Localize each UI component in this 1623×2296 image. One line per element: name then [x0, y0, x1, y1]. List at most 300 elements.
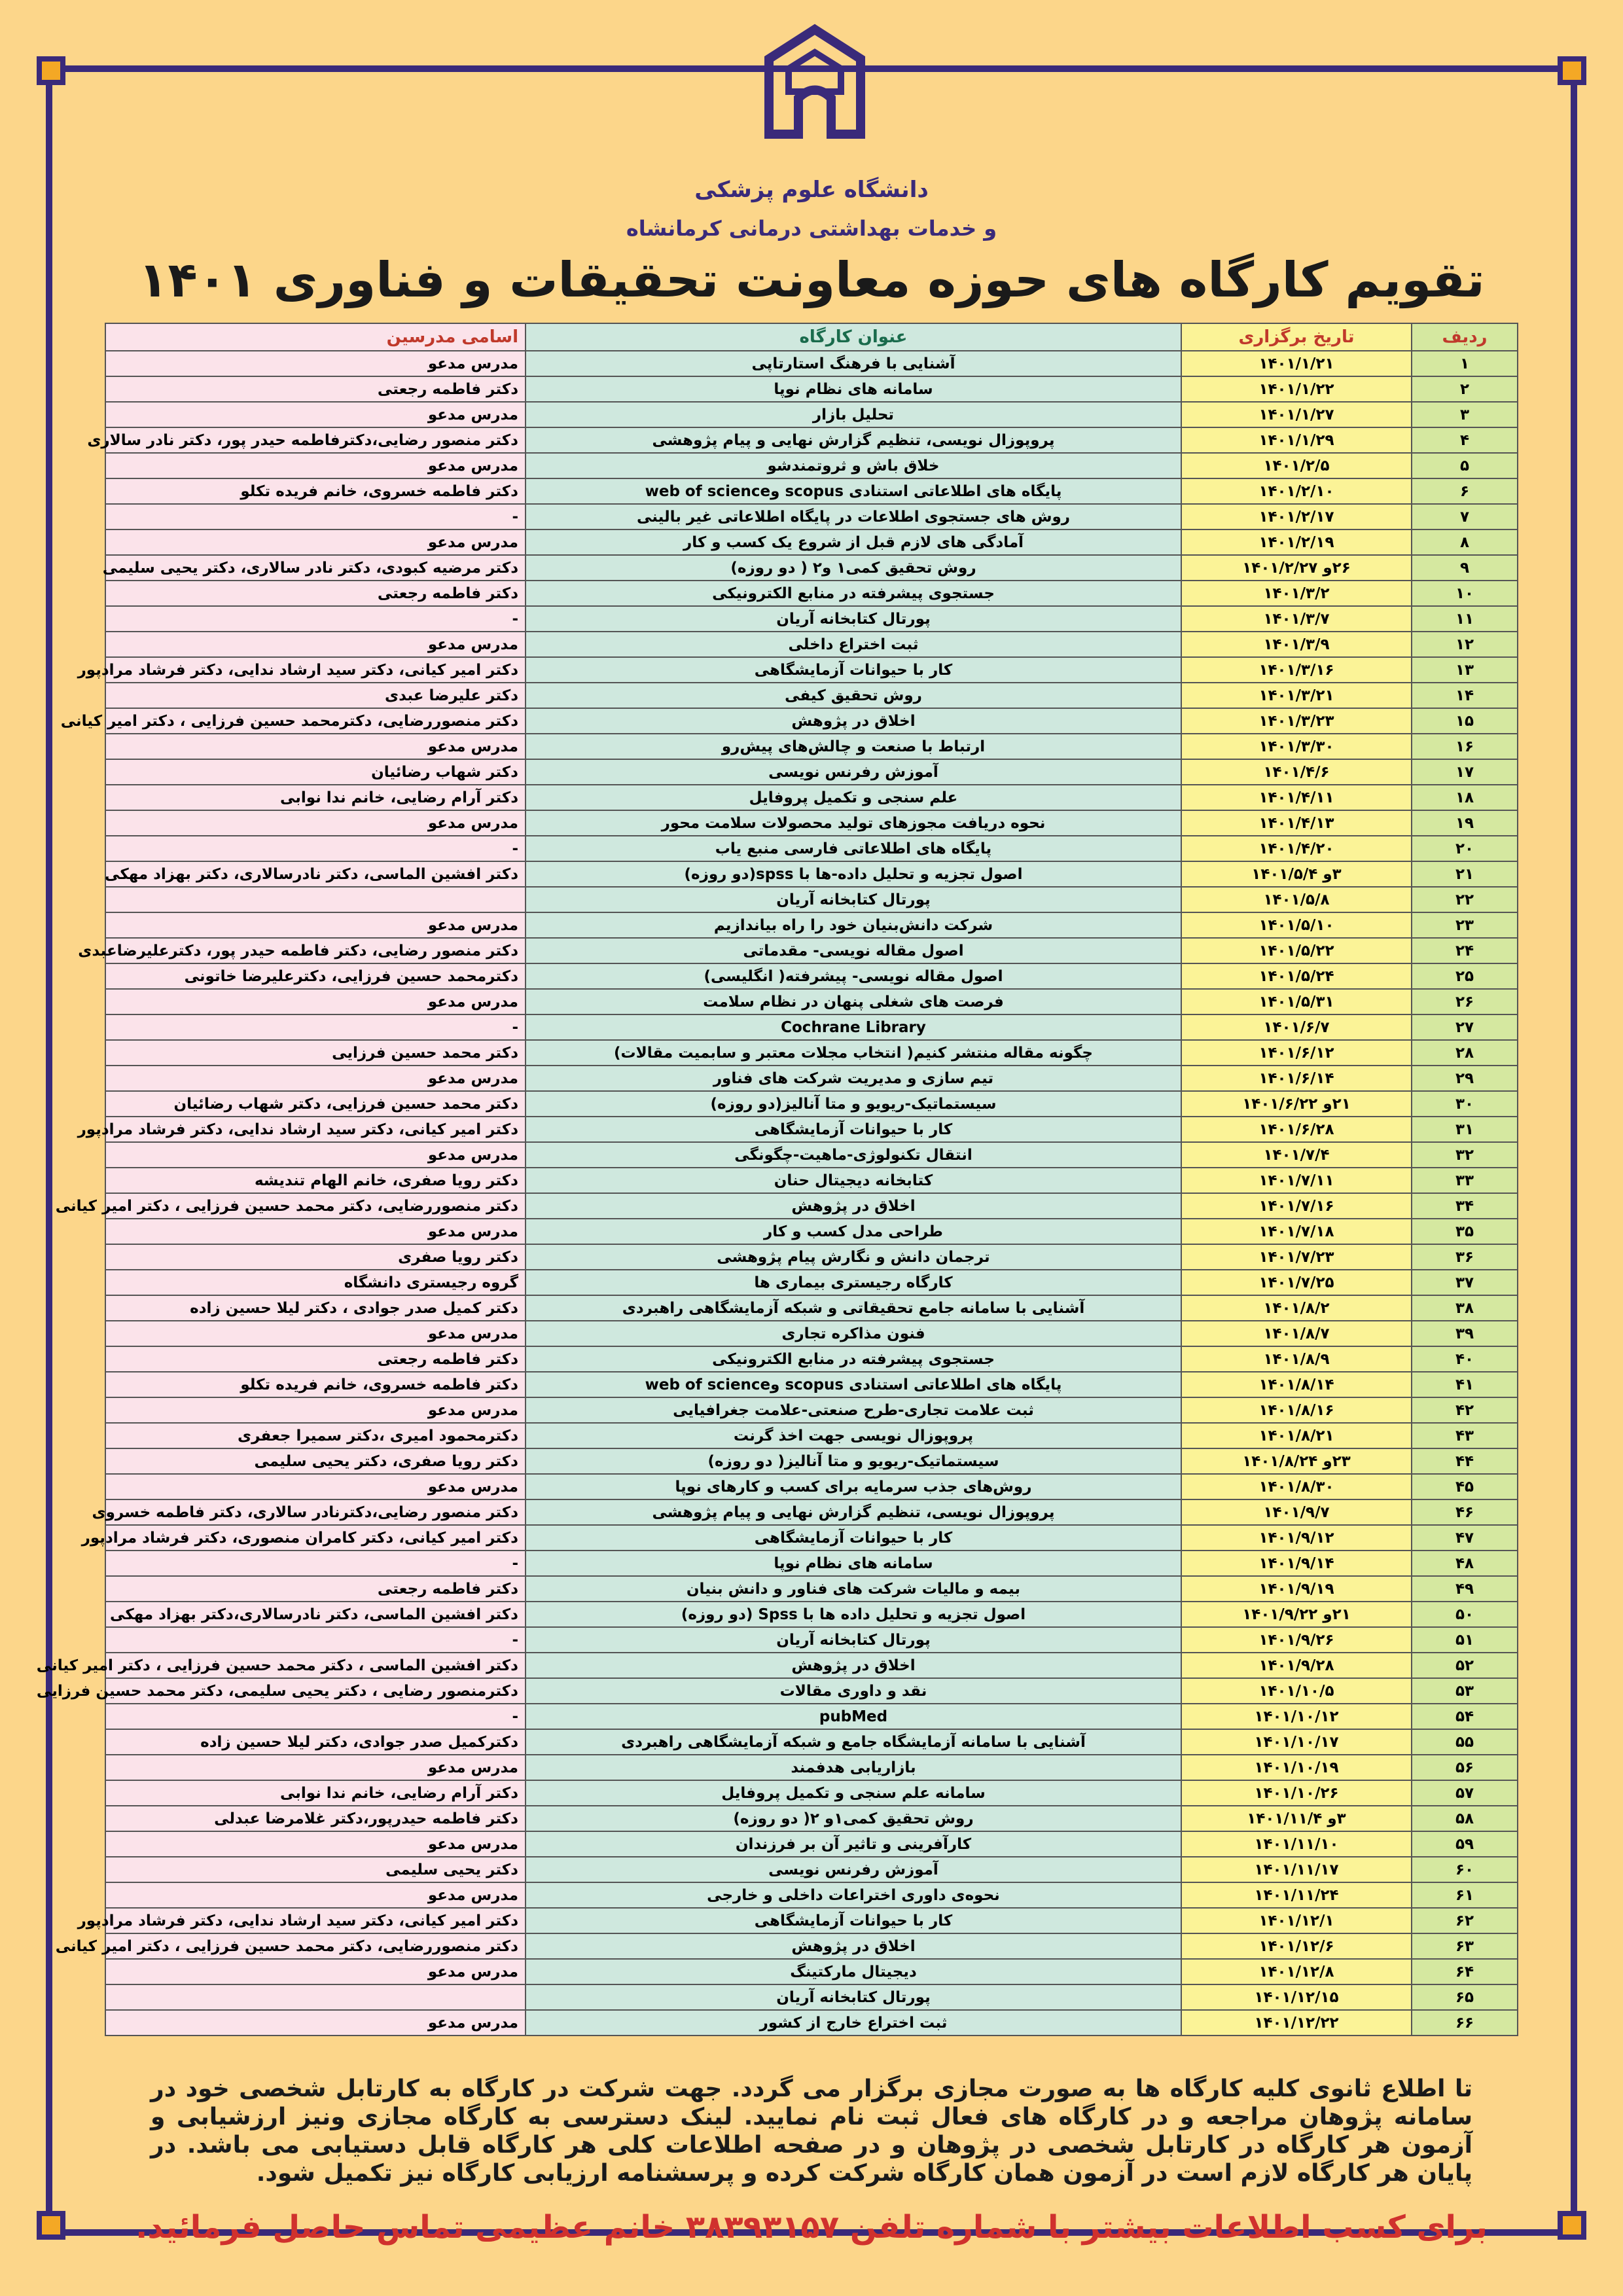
- workshop-title: فنون مذاکره تجاری: [526, 1321, 1181, 1346]
- row-number: ۲۴: [1412, 938, 1518, 963]
- workshop-instructors: دکتر منصور رضایی،دکترفاطمه حیدر پور، دکتر نادر سالاری: [105, 427, 526, 453]
- row-number: ۲۱: [1412, 861, 1518, 887]
- table-row: [105, 1806, 1518, 1831]
- workshop-date: ۱۴۰۱/۱۲/۲۲: [1181, 2010, 1412, 2036]
- table-row: [105, 1040, 1518, 1066]
- workshop-instructors: دکتر فاطمه خسروی، خانم فریده تکلو: [105, 1372, 526, 1397]
- table-row: [105, 1117, 1518, 1142]
- row-number: ۵: [1412, 453, 1518, 478]
- row-number: ۶۲: [1412, 1908, 1518, 1933]
- workshop-instructors: دکتر فاطمه رجعتی: [105, 1346, 526, 1372]
- table-row: [105, 861, 1518, 887]
- workshop-instructors: دکتر منصور رضایی،دکترنادر سالاری، دکتر فاطمه خسروی: [105, 1499, 526, 1525]
- workshop-instructors: مدرس مدعو: [105, 1321, 526, 1346]
- corner-ornament: [1558, 56, 1586, 85]
- workshop-date: ۱۴۰۱/۷/۴: [1181, 1142, 1412, 1168]
- table-row: [105, 1729, 1518, 1755]
- table-row: [105, 734, 1518, 759]
- workshop-date: ۱۴۰۱/۲/۱۷: [1181, 504, 1412, 529]
- workshop-date: ۳و ۱۴۰۱/۵/۴: [1181, 861, 1412, 887]
- workshop-title: پورتال کتابخانه آریان: [526, 887, 1181, 912]
- table-row: [105, 1908, 1518, 1933]
- header-title: عنوان کارگاه: [526, 323, 1181, 351]
- row-number: ۶۰: [1412, 1857, 1518, 1882]
- workshop-title: پورتال کتابخانه آریان: [526, 606, 1181, 632]
- workshop-instructors: -: [105, 836, 526, 861]
- row-number: ۲۲: [1412, 887, 1518, 912]
- workshop-date: ۱۴۰۱/۸/۹: [1181, 1346, 1412, 1372]
- workshop-title: جستجوی پیشرفته در منابع الکترونیکی: [526, 581, 1181, 606]
- row-number: ۱۸: [1412, 785, 1518, 810]
- workshop-title: اخلاق در پژوهش: [526, 1653, 1181, 1678]
- table-row: [105, 1193, 1518, 1219]
- workshop-instructors: دکتر محمد حسین فرزایی: [105, 1040, 526, 1066]
- workshop-title: روش های جستجوی اطلاعات در پایگاه اطلاعاتی غیر بالینی: [526, 504, 1181, 529]
- table-row: [105, 529, 1518, 555]
- workshop-title: پایگاه های اطلاعاتی استنادی scopus وweb of science: [526, 1372, 1181, 1397]
- row-number: ۱۳: [1412, 657, 1518, 683]
- row-number: ۱۵: [1412, 708, 1518, 734]
- table-header-row: [105, 323, 1518, 351]
- table-row: [105, 1984, 1518, 2010]
- table-row: [105, 1678, 1518, 1704]
- workshop-date: ۱۴۰۱/۶/۱۲: [1181, 1040, 1412, 1066]
- row-number: ۳: [1412, 402, 1518, 427]
- table-row: [105, 2010, 1518, 2036]
- row-number: ۲۶: [1412, 989, 1518, 1014]
- workshop-title: اخلاق در پژوهش: [526, 1193, 1181, 1219]
- table-row: [105, 963, 1518, 989]
- workshop-instructors: دکتر فاطمه رجعتی: [105, 581, 526, 606]
- workshop-title: سیستماتیک-ریویو و متا آنالیز( دو روزه): [526, 1448, 1181, 1474]
- footer-note: تا اطلاع ثانوی کلیه کارگاه ها به صورت مجازی برگزار می گردد. جهت شرکت در کارگاه به کارتابل شخصی خود در سامانه پژوهان مراجعه و در کارگاه های فعال ثبت نام نمایید. لینک دسترسی به کارگاه مجازی ونیز ارزشیابی و آزمون هر کارگاه در کارتابل شخصی در پژوهان و در صفحه اطلاعات کلی هر کارگاه قابل دستیابی می باشد. در پایان هر کارگاه لازم است در آزمون همان کارگاه شرکت کرده و پرسشنامه ارزیابی کارگاه نیز تکمیل شود.: [151, 2075, 1472, 2187]
- table-row: [105, 1423, 1518, 1448]
- table-row: [105, 1704, 1518, 1729]
- workshop-instructors: مدرس مدعو: [105, 529, 526, 555]
- workshop-date: ۱۴۰۱/۹/۲۶: [1181, 1627, 1412, 1653]
- row-number: ۶۴: [1412, 1959, 1518, 1984]
- row-number: ۲۰: [1412, 836, 1518, 861]
- workshop-title: فرصت های شغلی پنهان در نظام سلامت: [526, 989, 1181, 1014]
- workshop-date: ۱۴۰۱/۱۲/۶: [1181, 1933, 1412, 1959]
- workshop-title: اخلاق در پژوهش: [526, 1933, 1181, 1959]
- workshop-date: ۱۴۰۱/۵/۲۲: [1181, 938, 1412, 963]
- workshop-instructors: دکترکمیل صدر جوادی، دکتر لیلا حسین زاده: [105, 1729, 526, 1755]
- workshop-title: کتابخانه دیجیتال حنان: [526, 1168, 1181, 1193]
- workshop-title: تحلیل بازار: [526, 402, 1181, 427]
- table-row: [105, 759, 1518, 785]
- row-number: ۵۴: [1412, 1704, 1518, 1729]
- row-number: ۱۰: [1412, 581, 1518, 606]
- workshop-date: ۱۴۰۱/۷/۲۳: [1181, 1244, 1412, 1270]
- workshop-title: آشنایی با سامانه آزمایشگاه جامع و شبکه آزمایشگاهی راهبردی: [526, 1729, 1181, 1755]
- workshop-instructors: دکترمحمود امیری ،دکتر سمیرا جعفری: [105, 1423, 526, 1448]
- row-number: ۴۵: [1412, 1474, 1518, 1499]
- workshop-date: ۱۴۰۱/۱۰/۱۹: [1181, 1755, 1412, 1780]
- workshop-instructors: مدرس مدعو: [105, 1219, 526, 1244]
- workshop-instructors: مدرس مدعو: [105, 1066, 526, 1091]
- workshop-date: ۱۴۰۱/۳/۲: [1181, 581, 1412, 606]
- workshop-date: ۱۴۰۱/۱/۲۷: [1181, 402, 1412, 427]
- row-number: ۳۷: [1412, 1270, 1518, 1295]
- row-number: ۴۰: [1412, 1346, 1518, 1372]
- university-subtitle: و خدمات بهداشتی درمانی کرمانشاه: [626, 216, 997, 241]
- workshop-date: ۱۴۰۱/۸/۲۱: [1181, 1423, 1412, 1448]
- workshop-date: ۱۴۰۱/۵/۲۴: [1181, 963, 1412, 989]
- row-number: ۵۲: [1412, 1653, 1518, 1678]
- workshop-instructors: مدرس مدعو: [105, 734, 526, 759]
- table-row: [105, 785, 1518, 810]
- workshop-title: بازاریابی هدفمند: [526, 1755, 1181, 1780]
- workshop-title: سیستماتیک-ریویو و متا آنالیز(دو روزه): [526, 1091, 1181, 1117]
- workshop-date: ۱۴۰۱/۳/۱۶: [1181, 657, 1412, 683]
- table-row: [105, 1831, 1518, 1857]
- row-number: ۱۶: [1412, 734, 1518, 759]
- workshop-title: جستجوی پیشرفته در منابع الکترونیکی: [526, 1346, 1181, 1372]
- workshop-instructors: مدرس مدعو: [105, 912, 526, 938]
- workshop-title: نقد و داوری مقالات: [526, 1678, 1181, 1704]
- table-row: [105, 1014, 1518, 1040]
- row-number: ۵۸: [1412, 1806, 1518, 1831]
- workshop-title: سامانه های نظام نوپا: [526, 376, 1181, 402]
- workshop-date: ۲۱و ۱۴۰۱/۹/۲۲: [1181, 1602, 1412, 1627]
- workshop-title: کارآفرینی و تاثیر آن بر فرزندان: [526, 1831, 1181, 1857]
- workshop-title: چگونه مقاله منتشر کنیم( انتخاب مجلات معتبر و سابمیت مقالات): [526, 1040, 1181, 1066]
- table-row: [105, 504, 1518, 529]
- workshop-title: علم سنجی و تکمیل پروفایل: [526, 785, 1181, 810]
- workshop-title: بیمه و مالیات شرکت های فناور و دانش بنیان: [526, 1576, 1181, 1602]
- workshop-date: ۱۴۰۱/۱/۲۲: [1181, 376, 1412, 402]
- workshop-title: شرکت دانش‌بنیان خود را راه بیاندازیم: [526, 912, 1181, 938]
- row-number: ۳۴: [1412, 1193, 1518, 1219]
- workshop-date: ۱۴۰۱/۹/۷: [1181, 1499, 1412, 1525]
- row-number: ۳۸: [1412, 1295, 1518, 1321]
- table-row: [105, 555, 1518, 581]
- workshop-title: روش تحقیق کمی۱و ۲( دو روزه): [526, 1806, 1181, 1831]
- row-number: ۵۵: [1412, 1729, 1518, 1755]
- workshop-instructors: مدرس مدعو: [105, 1831, 526, 1857]
- workshop-date: ۱۴۰۱/۸/۲: [1181, 1295, 1412, 1321]
- table-row: [105, 1168, 1518, 1193]
- row-number: ۴: [1412, 427, 1518, 453]
- workshop-title: خلاق باش و ثروتمندشو: [526, 453, 1181, 478]
- workshop-date: ۱۴۰۱/۹/۱۲: [1181, 1525, 1412, 1551]
- workshop-instructors: دکتر منصور رضایی، دکتر فاطمه حیدر پور، دکترعلیرضاعبدی: [105, 938, 526, 963]
- workshop-date: ۳و ۱۴۰۱/۱۱/۴: [1181, 1806, 1412, 1831]
- workshop-title: اصول مقاله نویسی- مقدماتی: [526, 938, 1181, 963]
- table-row: [105, 1933, 1518, 1959]
- workshop-date: ۱۴۰۱/۱۲/۱: [1181, 1908, 1412, 1933]
- workshop-instructors: گروه رجیستری دانشگاه: [105, 1270, 526, 1295]
- workshop-date: ۱۴۰۱/۱۰/۱۲: [1181, 1704, 1412, 1729]
- table-row: [105, 1857, 1518, 1882]
- workshop-date: ۱۴۰۱/۴/۱۱: [1181, 785, 1412, 810]
- row-number: ۴۷: [1412, 1525, 1518, 1551]
- row-number: ۳۲: [1412, 1142, 1518, 1168]
- workshop-instructors: -: [105, 1014, 526, 1040]
- table-row: [105, 1091, 1518, 1117]
- table-body: [36, 351, 1518, 2036]
- table-row: [105, 989, 1518, 1014]
- workshop-title: کارگاه رجیستری بیماری ها: [526, 1270, 1181, 1295]
- workshop-date: ۱۴۰۱/۶/۲۸: [1181, 1117, 1412, 1142]
- workshop-title: ثبت اختراع داخلی: [526, 632, 1181, 657]
- workshop-instructors: دکتر رویا صفری: [105, 1244, 526, 1270]
- row-number: ۱۹: [1412, 810, 1518, 836]
- workshop-date: ۱۴۰۱/۸/۳۰: [1181, 1474, 1412, 1499]
- workshop-date: ۱۴۰۱/۳/۹: [1181, 632, 1412, 657]
- workshop-title: روش تحقیق کیفی: [526, 683, 1181, 708]
- workshop-instructors: مدرس مدعو: [105, 989, 526, 1014]
- workshop-date: ۱۴۰۱/۷/۱۱: [1181, 1168, 1412, 1193]
- row-number: ۶۶: [1412, 2010, 1518, 2036]
- workshop-date: ۱۴۰۱/۸/۱۶: [1181, 1397, 1412, 1423]
- workshop-date: ۱۴۰۱/۱/۲۱: [1181, 351, 1412, 376]
- workshop-instructors: -: [105, 1551, 526, 1576]
- table-row: [105, 810, 1518, 836]
- row-number: ۱۲: [1412, 632, 1518, 657]
- workshop-instructors: مدرس مدعو: [105, 351, 526, 376]
- workshop-title: آموزش رفرنس نویسی: [526, 1857, 1181, 1882]
- workshop-date: ۱۴۰۱/۷/۱۸: [1181, 1219, 1412, 1244]
- workshop-title: پورتال کتابخانه آریان: [526, 1627, 1181, 1653]
- workshop-instructors: مدرس مدعو: [105, 810, 526, 836]
- row-number: ۳۹: [1412, 1321, 1518, 1346]
- workshop-title: Cochrane Library: [526, 1014, 1181, 1040]
- table-row: [105, 1346, 1518, 1372]
- row-number: ۲۸: [1412, 1040, 1518, 1066]
- workshop-title: کار با حیوانات آزمایشگاهی: [526, 657, 1181, 683]
- workshop-instructors: -: [105, 606, 526, 632]
- workshop-date: ۱۴۰۱/۱۱/۱۰: [1181, 1831, 1412, 1857]
- workshop-instructors: دکتر شهاب رضائیان: [105, 759, 526, 785]
- workshop-instructors: دکتر کمیل صدر جوادی ، دکتر لیلا حسین زاده: [105, 1295, 526, 1321]
- workshop-instructors: مدرس مدعو: [105, 1959, 526, 1984]
- workshop-instructors: دکتر فاطمه رجعتی: [105, 1576, 526, 1602]
- workshop-date: ۱۴۰۱/۵/۱۰: [1181, 912, 1412, 938]
- table-row: [105, 1499, 1518, 1525]
- workshop-title: آشنایی با سامانه جامع تحقیقاتی و شبکه آزمایشگاهی راهبردی: [526, 1295, 1181, 1321]
- workshop-title: pubMed: [526, 1704, 1181, 1729]
- workshop-instructors: دکتر مرضیه کبودی، دکتر نادر سالاری، دکتر یحیی سلیمی: [105, 555, 526, 581]
- university-logo: [766, 26, 864, 137]
- table-row: [105, 632, 1518, 657]
- table-row: [105, 1576, 1518, 1602]
- table-row: [105, 1755, 1518, 1780]
- workshop-title: کار با حیوانات آزمایشگاهی: [526, 1525, 1181, 1551]
- university-name: دانشگاه علوم پزشکی: [694, 177, 929, 203]
- table-row: [105, 478, 1518, 504]
- workshop-instructors: مدرس مدعو: [105, 1397, 526, 1423]
- contact-line: برای کسب اطلاعات بیشتر با شماره تلفن ۳۸۳۹۳۱۵۷ خانم عظیمی تماس حاصل فرمائید.: [135, 2209, 1488, 2246]
- table-row: [105, 606, 1518, 632]
- workshop-date: ۱۴۰۱/۳/۷: [1181, 606, 1412, 632]
- workshop-title: پایگاه های اطلاعاتی استنادی scopus وweb of science: [526, 478, 1181, 504]
- row-number: ۵۱: [1412, 1627, 1518, 1653]
- workshop-instructors: -: [105, 1704, 526, 1729]
- workshop-instructors: دکتر آرام رضایی، خانم ندا نوابی: [105, 1780, 526, 1806]
- table-row: [105, 1525, 1518, 1551]
- row-number: ۴۹: [1412, 1576, 1518, 1602]
- workshop-instructors: مدرس مدعو: [105, 2010, 526, 2036]
- workshop-title: آمادگی های لازم قبل از شروع یک کسب و کار: [526, 529, 1181, 555]
- row-number: ۱۱: [1412, 606, 1518, 632]
- workshop-title: آموزش رفرنس نویسی: [526, 759, 1181, 785]
- workshop-title: روش‌های جذب سرمایه برای کسب و کارهای نوپا: [526, 1474, 1181, 1499]
- workshop-instructors: دکتر امیر کیانی، دکتر سید ارشاد ندایی، دکتر فرشاد مرادپور: [105, 1908, 526, 1933]
- workshop-date: ۱۴۰۱/۴/۶: [1181, 759, 1412, 785]
- table-row: [105, 1295, 1518, 1321]
- workshop-instructors: دکتر امیر کیانی، دکتر سید ارشاد ندایی، دکتر فرشاد مرادپور: [105, 657, 526, 683]
- table-row: [105, 1244, 1518, 1270]
- workshop-instructors: [105, 1984, 526, 2010]
- workshop-instructors: دکتر محمد حسین فرزایی، دکتر شهاب رضائیان: [105, 1091, 526, 1117]
- workshop-title: پایگاه های اطلاعاتی فارسی منبع یاب: [526, 836, 1181, 861]
- workshop-instructors: دکتر منصوررضایی، دکتر محمد حسین فرزایی ، دکتر امیر کیانی: [105, 1193, 526, 1219]
- workshop-instructors: مدرس مدعو: [105, 632, 526, 657]
- workshop-date: ۱۴۰۱/۱۱/۲۴: [1181, 1882, 1412, 1908]
- row-number: ۸: [1412, 529, 1518, 555]
- workshop-instructors: [105, 887, 526, 912]
- workshop-instructors: مدرس مدعو: [105, 1882, 526, 1908]
- workshop-date: ۱۴۰۱/۹/۱۹: [1181, 1576, 1412, 1602]
- workshop-title: پورتال کتابخانه آریان: [526, 1984, 1181, 2010]
- table-row: [105, 1448, 1518, 1474]
- workshop-title: اصول تجزیه و تحلیل داده-ها با spss(دو روزه): [526, 861, 1181, 887]
- workshop-date: ۱۴۰۱/۴/۲۰: [1181, 836, 1412, 861]
- workshop-instructors: دکتر امیر کیانی، دکتر کامران منصوری، دکتر فرشاد مرادپور: [105, 1525, 526, 1551]
- workshop-date: ۱۴۰۱/۱۱/۱۷: [1181, 1857, 1412, 1882]
- table-row: [105, 1142, 1518, 1168]
- table-row: [105, 1959, 1518, 1984]
- row-number: ۴۳: [1412, 1423, 1518, 1448]
- workshop-date: ۲۳و ۱۴۰۱/۸/۲۴: [1181, 1448, 1412, 1474]
- workshop-date: ۱۴۰۱/۳/۲۳: [1181, 708, 1412, 734]
- table-row: [105, 1474, 1518, 1499]
- workshop-date: ۱۴۰۱/۲/۱۹: [1181, 529, 1412, 555]
- row-number: ۴۶: [1412, 1499, 1518, 1525]
- row-number: ۶: [1412, 478, 1518, 504]
- row-number: ۷: [1412, 504, 1518, 529]
- workshop-instructors: دکتر منصوررضایی، دکترمحمد حسین فرزایی ، دکتر امیر کیانی: [105, 708, 526, 734]
- table-row: [105, 1270, 1518, 1295]
- workshop-title: پروپوزال نویسی، تنظیم گزارش نهایی و پیام پژوهشی: [526, 1499, 1181, 1525]
- row-number: ۲۵: [1412, 963, 1518, 989]
- table-row: [105, 1219, 1518, 1244]
- workshop-title: دیجیتال مارکتینگ: [526, 1959, 1181, 1984]
- workshop-date: ۱۴۰۱/۷/۱۶: [1181, 1193, 1412, 1219]
- row-number: ۶۵: [1412, 1984, 1518, 2010]
- workshop-date: ۱۴۰۱/۱۲/۱۵: [1181, 1984, 1412, 2010]
- row-number: ۳۰: [1412, 1091, 1518, 1117]
- workshop-date: ۱۴۰۱/۶/۷: [1181, 1014, 1412, 1040]
- workshop-instructors: دکتر آرام رضایی، خانم ندا نوابی: [105, 785, 526, 810]
- row-number: ۵۶: [1412, 1755, 1518, 1780]
- workshop-instructors: دکتر فاطمه رجعتی: [105, 376, 526, 402]
- workshop-date: ۱۴۰۱/۸/۱۴: [1181, 1372, 1412, 1397]
- workshop-date: ۱۴۰۱/۳/۳۰: [1181, 734, 1412, 759]
- workshop-date: ۱۴۰۱/۹/۲۸: [1181, 1653, 1412, 1678]
- row-number: ۱۷: [1412, 759, 1518, 785]
- table-row: [105, 1780, 1518, 1806]
- row-number: ۵۷: [1412, 1780, 1518, 1806]
- workshop-date: ۱۴۰۱/۷/۲۵: [1181, 1270, 1412, 1295]
- table-row: [105, 376, 1518, 402]
- workshop-instructors: دکترمنصور رضایی ، دکتر یحیی سلیمی، دکتر محمد حسین فرزایی: [105, 1678, 526, 1704]
- workshop-date: ۱۴۰۱/۱/۲۹: [1181, 427, 1412, 453]
- table-row: [105, 402, 1518, 427]
- row-number: ۶۳: [1412, 1933, 1518, 1959]
- workshop-title: نحوه‌ی داوری اختراعات داخلی و خارجی: [526, 1882, 1181, 1908]
- table-row: [105, 1653, 1518, 1678]
- workshop-instructors: -: [105, 504, 526, 529]
- table-row: [105, 1066, 1518, 1091]
- workshop-date: ۱۴۰۱/۱۲/۸: [1181, 1959, 1412, 1984]
- row-number: ۵۰: [1412, 1602, 1518, 1627]
- workshop-instructors: مدرس مدعو: [105, 402, 526, 427]
- workshop-title: انتقال تکنولوژی-ماهیت-چگونگی: [526, 1142, 1181, 1168]
- workshop-instructors: دکتر افشین الماسی، دکتر نادرسالاری،دکتر بهزاد مهکی: [105, 1602, 526, 1627]
- row-number: ۱: [1412, 351, 1518, 376]
- row-number: ۳۵: [1412, 1219, 1518, 1244]
- workshop-instructors: دکترمحمد حسین فرزایی، دکترعلیرضا خاتونی: [105, 963, 526, 989]
- workshop-instructors: مدرس مدعو: [105, 1755, 526, 1780]
- workshop-instructors: دکتر یحیی سلیمی: [105, 1857, 526, 1882]
- workshop-date: ۲۶و ۱۴۰۱/۲/۲۷: [1181, 555, 1412, 581]
- workshop-date: ۱۴۰۱/۶/۱۴: [1181, 1066, 1412, 1091]
- workshop-instructors: -: [105, 1627, 526, 1653]
- row-number: ۶۱: [1412, 1882, 1518, 1908]
- workshop-title: اصول مقاله نویسی- پیشرفته( انگلیسی): [526, 963, 1181, 989]
- row-number: ۲۷: [1412, 1014, 1518, 1040]
- workshop-title: ثبت علامت تجاری-طرح صنعتی-علامت جغرافیایی: [526, 1397, 1181, 1423]
- workshop-instructors: دکتر امیر کیانی، دکتر سید ارشاد ندایی، دکتر فرشاد مرادپور: [105, 1117, 526, 1142]
- row-number: ۴۲: [1412, 1397, 1518, 1423]
- workshop-title: ثبت اختراع خارج از کشور: [526, 2010, 1181, 2036]
- workshop-date: ۱۴۰۱/۱۰/۵: [1181, 1678, 1412, 1704]
- workshop-instructors: دکتر افشین الماسی، دکتر نادرسالاری، دکتر بهزاد مهکی: [105, 861, 526, 887]
- table-row: [105, 581, 1518, 606]
- workshop-date: ۱۴۰۱/۴/۱۳: [1181, 810, 1412, 836]
- workshop-title: پروپوزال نویسی، تنظیم گزارش نهایی و پیام پژوهشی: [526, 427, 1181, 453]
- row-number: ۲۳: [1412, 912, 1518, 938]
- workshop-title: تیم سازی و مدیریت شرکت های فناور: [526, 1066, 1181, 1091]
- row-number: ۴۴: [1412, 1448, 1518, 1474]
- row-number: ۳۱: [1412, 1117, 1518, 1142]
- table-row: [105, 708, 1518, 734]
- table-row: [105, 1627, 1518, 1653]
- workshop-table: [36, 323, 1518, 2036]
- workshop-instructors: مدرس مدعو: [105, 1474, 526, 1499]
- table-row: [105, 836, 1518, 861]
- table-row: [105, 912, 1518, 938]
- workshop-instructors: دکتر رویا صفری، دکتر یحیی سلیمی: [105, 1448, 526, 1474]
- workshop-title: کار با حیوانات آزمایشگاهی: [526, 1908, 1181, 1933]
- workshop-date: ۱۴۰۱/۹/۱۴: [1181, 1551, 1412, 1576]
- workshop-date: ۱۴۰۱/۳/۲۱: [1181, 683, 1412, 708]
- workshop-instructors: دکتر فاطمه حیدرپور،دکتر غلامرضا عبدلی: [105, 1806, 526, 1831]
- row-number: ۵۹: [1412, 1831, 1518, 1857]
- workshop-title: ارتباط با صنعت و چالش‌های پیش‌رو: [526, 734, 1181, 759]
- table-row: [105, 657, 1518, 683]
- workshop-title: اصول تجزیه و تحلیل داده ها با Spss (دو روزه): [526, 1602, 1181, 1627]
- row-number: ۳۶: [1412, 1244, 1518, 1270]
- workshop-title: پروپوزال نویسی جهت اخذ گرنت: [526, 1423, 1181, 1448]
- workshop-instructors: دکتر فاطمه خسروی، خانم فریده تکلو: [105, 478, 526, 504]
- workshop-date: ۱۴۰۱/۵/۳۱: [1181, 989, 1412, 1014]
- workshop-title: سامانه علم سنجی و تکمیل پروفایل: [526, 1780, 1181, 1806]
- table-row: [105, 887, 1518, 912]
